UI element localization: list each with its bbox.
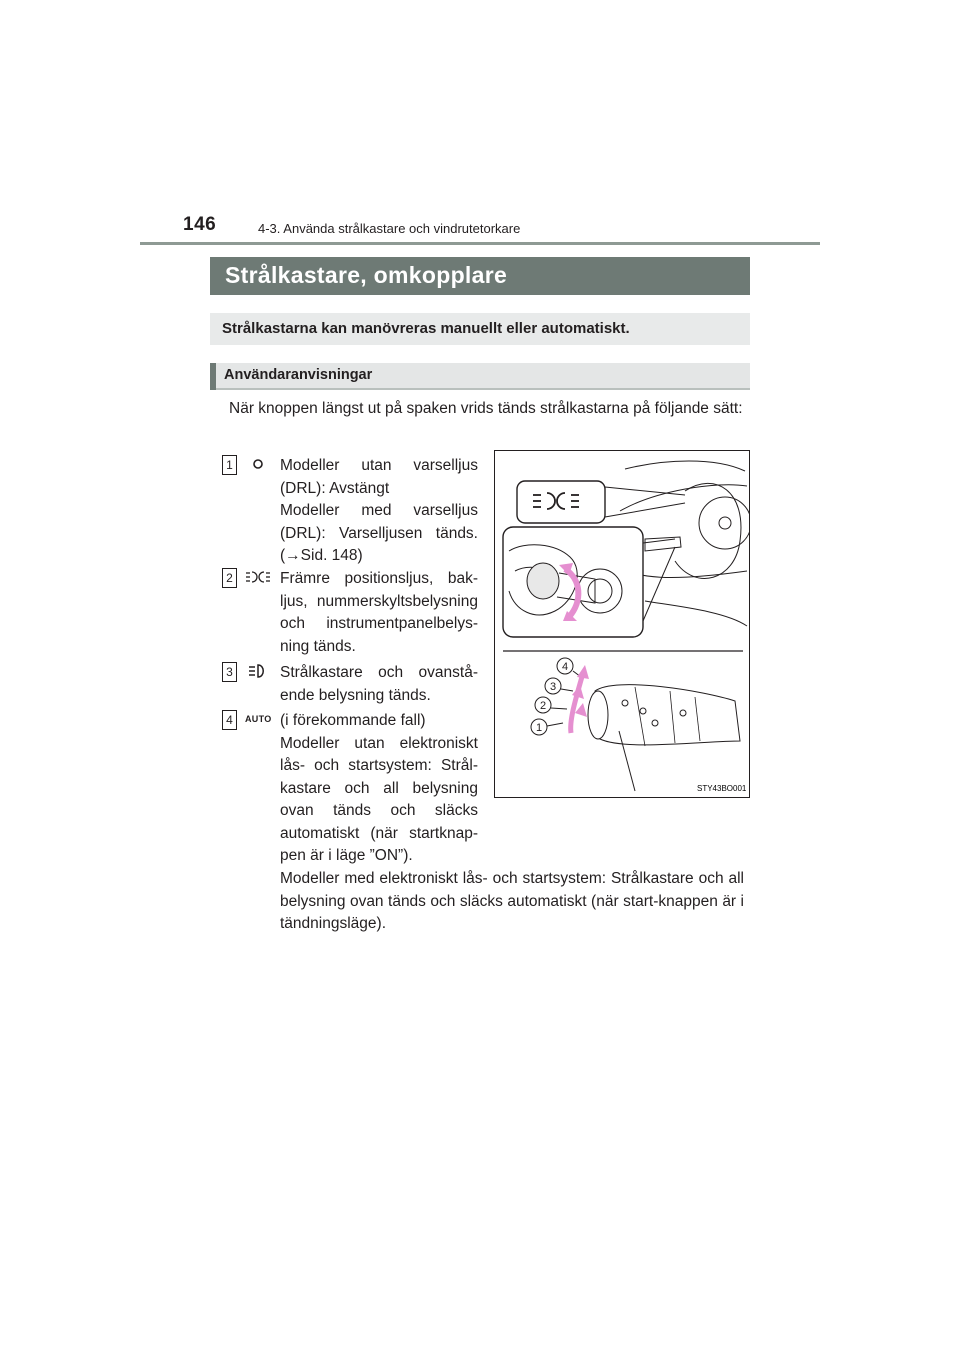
page-number: 146: [183, 214, 217, 235]
callout-4: 4: [561, 661, 569, 673]
intro-bar: [210, 313, 750, 345]
subheading-bar: [210, 363, 750, 390]
item-number: 1: [222, 455, 237, 475]
item-text: Strålkastare och ovanstå-ende belysning tänds.: [280, 664, 478, 704]
callout-2: 2: [539, 700, 547, 712]
figure-code: STY43BO001: [697, 784, 747, 793]
callout-3: 3: [549, 681, 557, 693]
item-text: Modeller utan elektroniskt lås- och startsystem: Strål-kastare och all belysning ovan tänds och släcks automatiskt (när startknap-pen är i läge ”ON”).: [280, 734, 478, 864]
item-text: (i förekommande fall): [280, 712, 426, 729]
auto-icon: AUTO: [245, 714, 272, 724]
off-circle-icon: [245, 455, 271, 475]
section-title-bar: [210, 257, 750, 295]
intro-text: Strålkastarna kan manövreras manuellt eller automatiskt.: [222, 320, 630, 337]
position-lights-icon: [245, 568, 271, 588]
item-number: 2: [222, 568, 237, 588]
callout-1: 1: [535, 722, 543, 734]
item-number: 4: [222, 710, 237, 730]
item-text: Modeller med varselljus (DRL): Varselljusen tänds. (→Sid. 148): [280, 502, 478, 564]
item-text: Modeller utan varselljus (DRL): Avstängt: [280, 457, 478, 497]
section-title: Strålkastare, omkopplare: [225, 262, 508, 288]
tail-text: Modeller med elektroniskt lås- och startsystem: Strålkastare och all belysning ovan tänds och släcks automatiskt (när start-knappen är i tändningsläge).: [280, 870, 744, 932]
lead-text: När knoppen längst ut på spaken vrids tänds strålkastarna på följande sätt:: [229, 400, 743, 417]
position-arrow: [571, 673, 583, 733]
subheading-accent: [210, 363, 216, 390]
item-number: 3: [222, 662, 237, 682]
headlight-icon: [245, 662, 271, 682]
item-text: Främre positionsljus, bak-ljus, nummerskyltsbelysning och instrumentpanelbelys-ning tänds.: [280, 570, 478, 655]
subheading: Användaranvisningar: [224, 367, 373, 383]
header-rule: [140, 242, 820, 245]
chapter-title: 4-3. Använda strålkastare och vindrutetorkare: [258, 221, 521, 236]
headlight-switch-figure: [494, 450, 750, 798]
